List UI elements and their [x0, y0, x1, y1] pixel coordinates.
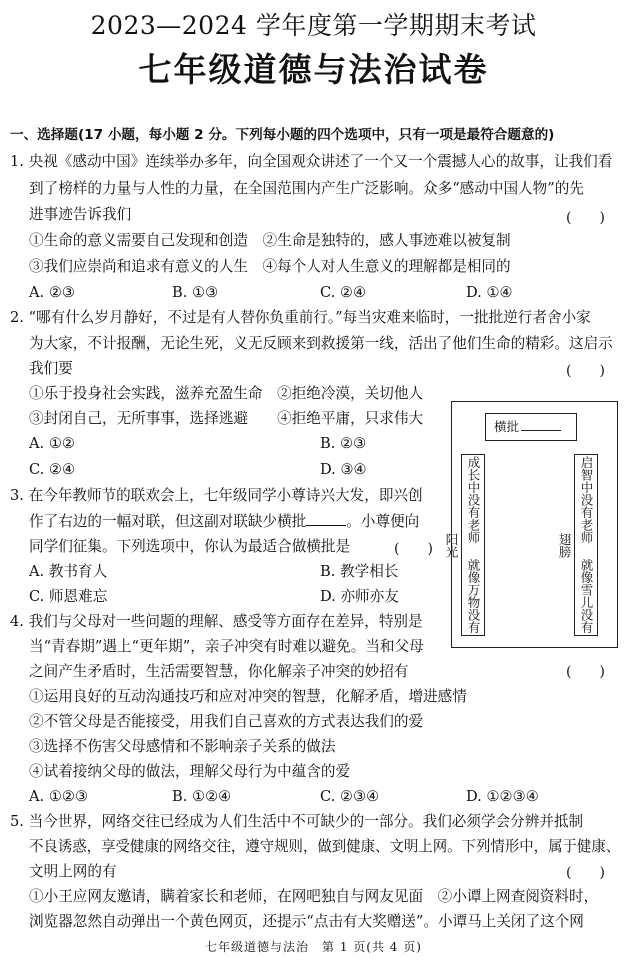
q3-option-d: D. 亦师亦友	[320, 588, 399, 605]
couplet-hengpi-blank	[521, 420, 561, 431]
q4-stem-line1: 4. 我们与父母对一些问题的理解、感受等方面存在差异，特别是	[10, 613, 423, 630]
q2-stem-line3: 我们要	[29, 360, 73, 377]
q2-stem-line1: 2. “哪有什么岁月静好，不过是有人替你负重前行。”每当灾难来临时，一批批逆行者舍小家	[10, 309, 591, 326]
q2-stem-line2: 为大家，不计报酬，无论生死，义无反顾来到救援第一线，活出了他们生命的精彩。这启示	[29, 335, 613, 352]
couplet-figure	[444, 401, 618, 648]
q1-answer-paren: ( )	[566, 210, 605, 226]
q2-statements-12: ①乐于投身社会实践，滋养充盈生命 ②拒绝冷漠，关切他人	[29, 385, 424, 402]
q3-hengpi-blank	[306, 511, 346, 526]
q1-stem-line2: 到了榜样的力量与人性的力量，在全国范围内产生广泛影响。众多“感动中国人物”的先	[29, 180, 584, 197]
q2-answer-paren: ( )	[566, 363, 605, 379]
exam-subject-title: 七年级道德与法治试卷	[138, 50, 489, 89]
q4-stem-line2: 当“青春期”遇上“更年期”，亲子冲突有时难以避免。当和父母	[29, 638, 424, 655]
q2-option-b: B. ②③	[320, 435, 367, 452]
page-footer: 七年级道德与法治 第 1 页(共 4 页)	[205, 940, 422, 954]
q1-option-c: C. ②④	[320, 284, 367, 301]
q4-option-d: D. ①②③④	[466, 788, 539, 805]
couplet-right-scroll: 启智中没有老师 就像雪儿没有翅膀	[574, 454, 598, 636]
q2-option-c: C. ②④	[29, 461, 76, 478]
q3-stem-line2-end: 。小尊便向	[346, 513, 420, 530]
q1-option-a: A. ②③	[29, 284, 75, 301]
q3-stem-line1: 3. 在今年教师节的联欢会上，七年级同学小尊诗兴大发，即兴创	[10, 487, 423, 504]
q2-statements-34: ③封闭自己，无所事事，选择逃避 ④拒绝平庸，只求伟大	[29, 410, 424, 427]
q3-stem-line2	[29, 510, 419, 533]
q3-option-c: C. 师恩难忘	[29, 588, 108, 605]
q5-stem-line2: 不良诱惑，享受健康的网络交往，遵守规则，做到健康、文明上网。下列情形中，属于健康、	[29, 838, 621, 855]
q5-stem-line1: 5. 当今世界，网络交往已经成为人们生活中不可缺少的一部分。我们必须学会分辨并抵制	[10, 813, 584, 830]
q2-option-d: D. ③④	[320, 461, 367, 478]
q3-option-b: B. 教学相长	[320, 563, 399, 580]
q4-answer-paren: ( )	[566, 664, 605, 680]
q1-statements-12: ①生命的意义需要自己发现和创造 ②生命是独特的，感人事迹难以被复制	[29, 232, 511, 249]
q1-stem-line3: 进事迹告诉我们	[29, 206, 132, 223]
q3-stem-line2-start: 作了右边的一幅对联，但这副对联缺少横批	[29, 513, 307, 530]
q3-option-a: A. 教书育人	[29, 563, 108, 580]
section-heading: 一、选择题(17 小题，每小题 2 分。下列每小题的四个选项中，只有一项是最符合题意的)	[10, 127, 555, 143]
q4-option-c: C. ②③④	[320, 788, 380, 805]
q5-statements-line2: 浏览器忽然自动弹出一个黄色网页，还提示“点击有大奖赠送”。小谭马上关闭了这个网	[29, 913, 584, 930]
q4-option-b: B. ①②④	[172, 788, 232, 805]
q1-option-b: B. ①③	[172, 284, 219, 301]
q2-option-a: A. ①②	[29, 435, 75, 452]
q5-answer-paren: ( )	[566, 865, 605, 881]
q5-statements-line1: ①小王应网友邀请，瞒着家长和老师，在网吧独自与网友见面 ②小谭上网查阅资料时，	[29, 888, 599, 905]
q3-stem-line3: 同学们征集。下列选项中，你认为最适合做横批是	[29, 538, 351, 555]
q1-stem-line1: 1. 央视《感动中国》连续举办多年，向全国观众讲述了一个又一个震撼人心的故事，让我们看	[10, 153, 613, 170]
q4-statement-1: ①运用良好的互动沟通技巧和应对冲突的智慧，化解矛盾，增进感情	[29, 688, 467, 705]
q1-statements-34: ③我们应崇尚和追求有意义的人生 ④每个人对人生意义的理解都是相同的	[29, 258, 511, 275]
q4-statement-4: ④试着接纳父母的做法，理解父母行为中蕴含的爱	[29, 763, 351, 780]
q3-answer-paren: ( )	[394, 541, 433, 557]
couplet-hengpi-label: 横批	[494, 419, 520, 434]
q1-option-d: D. ①④	[466, 284, 513, 301]
q5-stem-line3: 文明上网的有	[29, 863, 117, 880]
couplet-left-scroll: 成长中没有老师 就像万物没有阳光	[461, 454, 485, 636]
q4-statement-3: ③选择不伤害父母感情和不影响亲子关系的做法	[29, 738, 336, 755]
couplet-hengpi-box	[485, 413, 577, 441]
q4-option-a: A. ①②③	[29, 788, 89, 805]
q4-statement-2: ②不管父母是否能接受，用我们自己喜欢的方式表达我们的爱	[29, 713, 424, 730]
q4-stem-line3: 之间产生矛盾时，生活需要智慧，你化解亲子冲突的妙招有	[29, 663, 409, 680]
exam-title: 2023—2024 学年度第一学期期末考试	[90, 11, 537, 40]
